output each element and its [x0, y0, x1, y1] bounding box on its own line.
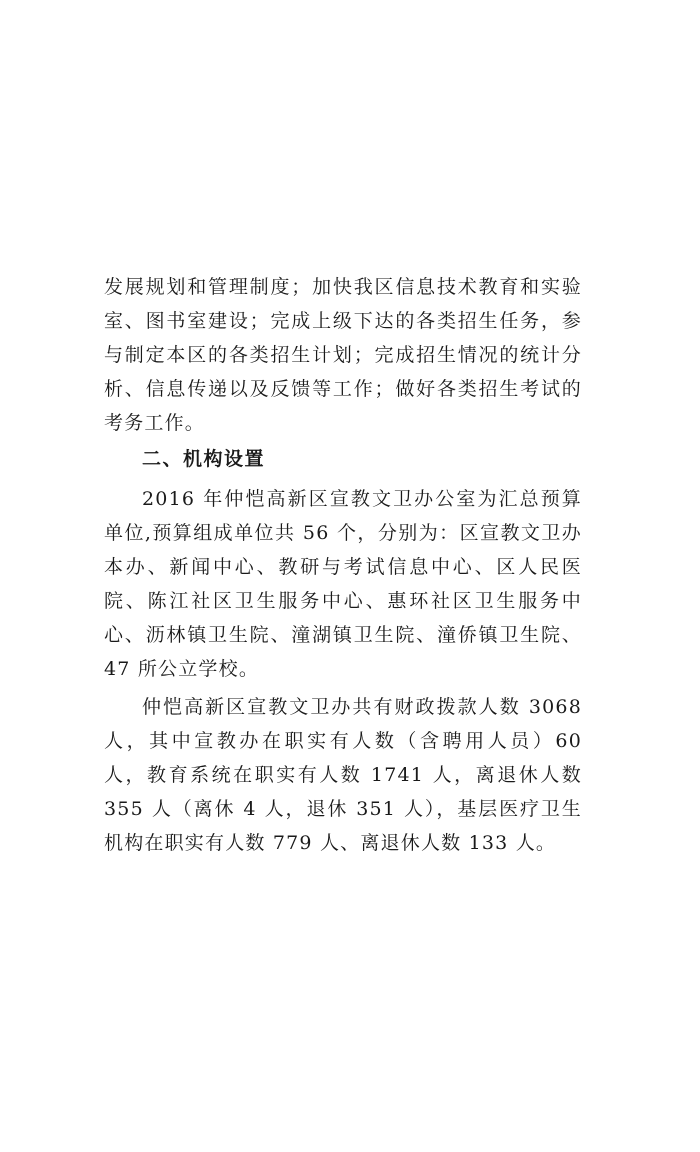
document-body: [104, 270, 582, 860]
paragraph-staff-count: 仲恺高新区宣教文卫办共有财政拨款人数 3068 人，其中宣教办在职实有人数（含聘用人员）60 人，教育系统在职实有人数 1741 人，离退休人数 355 人（离休 4 人，退休 351 人），基层医疗卫生机构在职实有人数 779 人、离退休人数 133 人。: [104, 696, 582, 854]
section-heading: 二、机构设置: [142, 448, 266, 470]
paragraph-budget-units: 2016 年仲恺高新区宣教文卫办公室为汇总预算单位,预算组成单位共 56 个，分别为：区宣教文卫办本办、新闻中心、教研与考试信息中心、区人民医院、陈江社区卫生服务中心、惠环社区卫生服务中心、沥林镇卫生院、潼湖镇卫生院、潼侨镇卫生院、47 所公立学校。: [104, 488, 582, 680]
paragraph-continuation: 发展规划和管理制度；加快我区信息技术教育和实验室、图书室建设；完成上级下达的各类招生任务，参与制定本区的各类招生计划；完成招生情况的统计分析、信息传递以及反馈等工作；做好各类招生考试的考务工作。: [104, 276, 582, 434]
